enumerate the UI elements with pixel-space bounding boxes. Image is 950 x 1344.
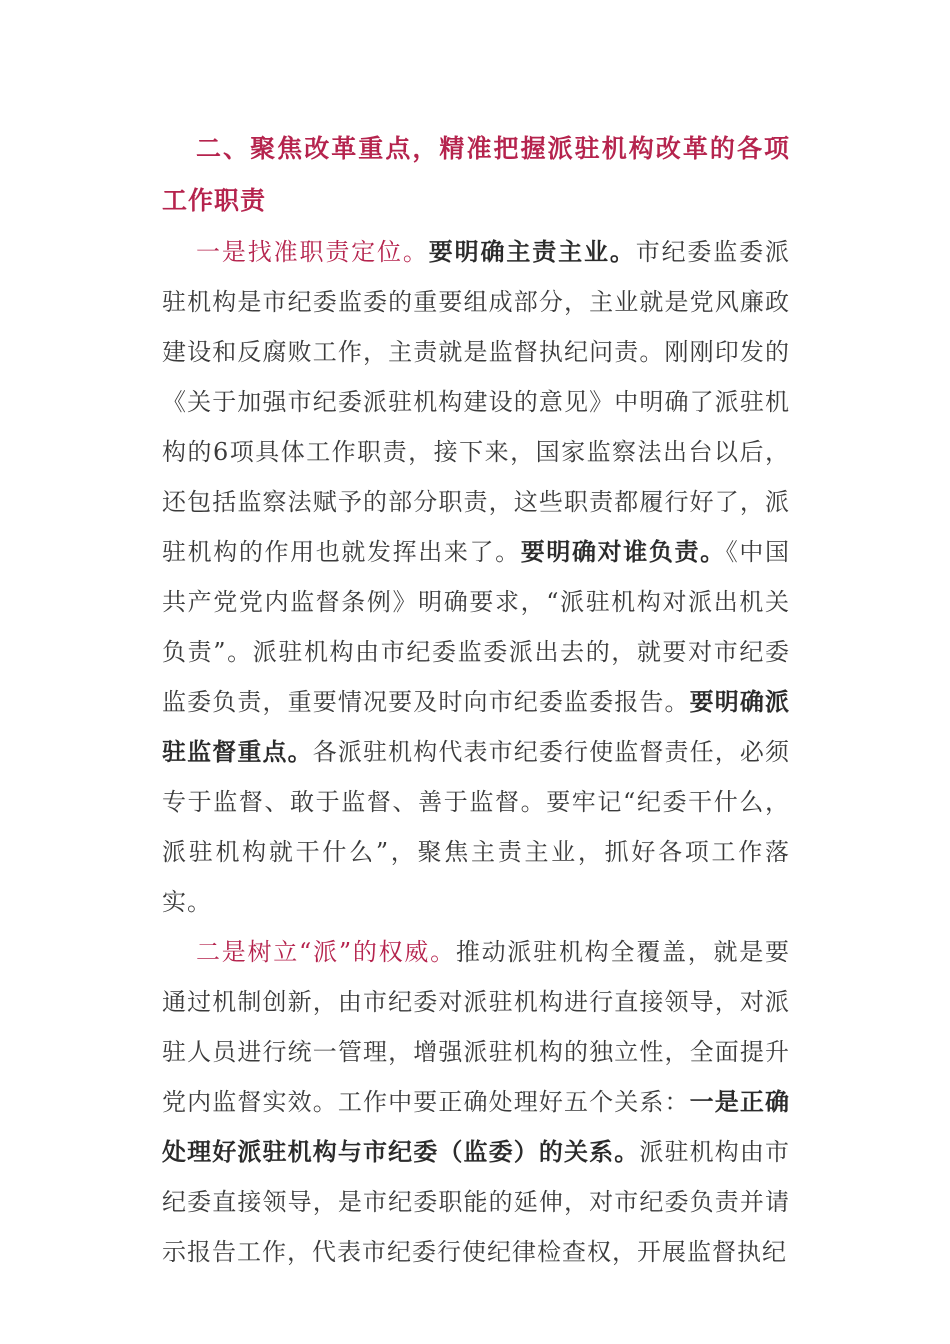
body-text: 《中国共产党党内监督条例》明确要求，“派驻机构对派出机关负责”。派驻机构由市纪委监委派出去的，就要对市纪委监委负责，重要情况要及时向市纪委监委报告。 [162,538,790,716]
paragraph-lead: 一是找准职责定位。 [196,238,429,266]
body-text: 派驻机构由市纪委直接领导，是市纪委职能的延伸，对市纪委负责并请示报告工作，代表市纪委行使纪律检查权，开展监督执纪 [162,1138,790,1266]
paragraph-1 [162,227,790,927]
paragraph-2 [162,927,790,1277]
section-heading: 二、聚焦改革重点，精准把握派驻机构改革的各项工作职责 [162,134,790,215]
bold-point: 一是正确处理好派驻机构与市纪委（监委）的关系。 [162,1087,790,1166]
bold-point: 要明确主责主业。 [428,237,636,266]
bold-point: 要明确对谁负责。 [520,537,726,566]
body-text: 各派驻机构代表市纪委行使监督责任，必须专于监督、敢于监督、善于监督。要牢记“纪委干什么，派驻机构就干什么”，聚焦主责主业，抓好各项工作落实。 [162,738,790,916]
paragraph-lead: 二是树立“派”的权威。 [196,938,456,966]
document-page [162,123,790,1277]
bold-point: 要明确派驻监督重点。 [162,687,790,766]
body-text: 市纪委监委派驻机构是市纪委监委的重要组成部分，主业就是党风廉政建设和反腐败工作，主责就是监督执纪问责。刚刚印发的《关于加强市纪委派驻机构建设的意见》中明确了派驻机构的6项具体工作职责，接下来，国家监察法出台以后，还包括监察法赋予的部分职责，这些职责都履行好了，派驻机构的作用也就发挥出来了。 [162,238,791,566]
body-text: 推动派驻机构全覆盖，就是要通过机制创新，由市纪委对派驻机构进行直接领导，对派驻人员进行统一管理，增强派驻机构的独立性，全面提升党内监督实效。工作中要正确处理好五个关系： [162,938,790,1116]
